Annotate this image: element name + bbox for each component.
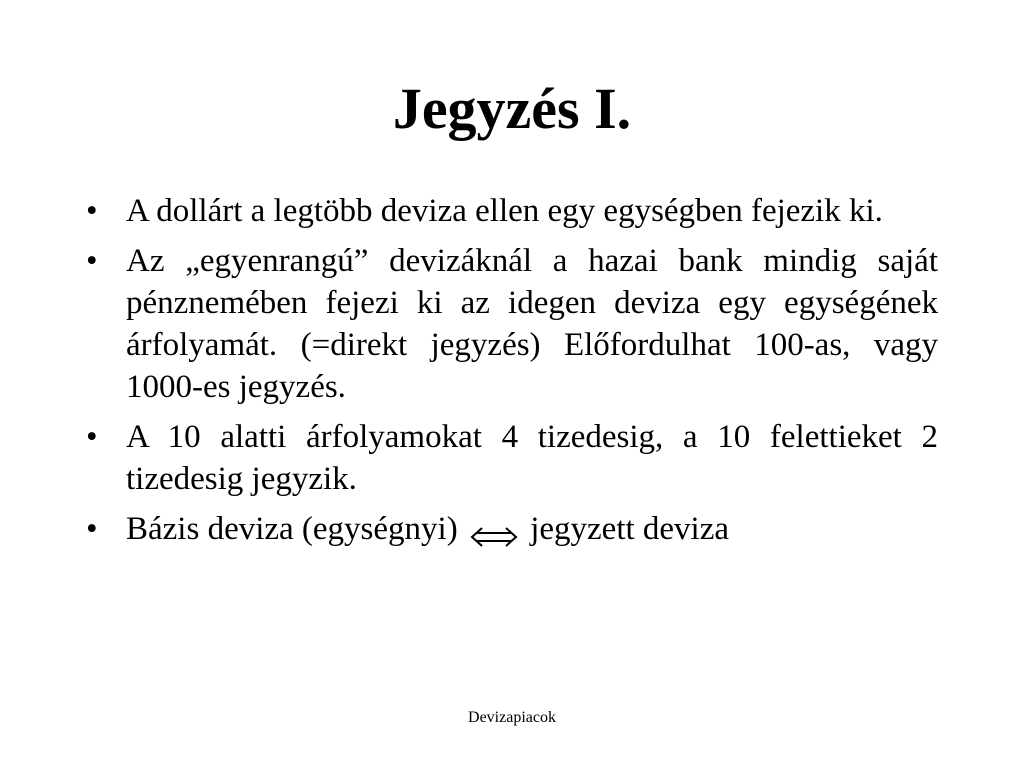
bullet-dot: • (86, 511, 98, 547)
bullet-text-4-after: jegyzett deviza (530, 511, 730, 547)
bullet-text-4-before: Bázis deviza (egységnyi) (126, 511, 458, 547)
bullet-dot: • (86, 243, 98, 279)
bullet-item-4 (86, 508, 938, 550)
bullet-dot: • (86, 193, 98, 229)
double-arrow-icon (470, 517, 518, 539)
bullet-text-3: A 10 alatti árfolyamokat 4 tizedesig, a 10 felettieket 2 tizedesig jegyzik. (126, 419, 938, 497)
bullet-item-1 (86, 190, 938, 232)
slide-footer: Devizapiacok (468, 709, 556, 726)
bullet-item-2 (86, 240, 938, 408)
bullet-list (86, 190, 938, 558)
bullet-text-2: Az „egyenrangú” devizáknál a hazai bank mindig saját pénznemében fejezi ki az idegen deviza egy egységének árfolyamát. (=direkt jegyzés) Előfordulhat 100-as, vagy 1000-es jegyzés. (126, 243, 938, 405)
bullet-text-1: A dollárt a legtöbb deviza ellen egy egységben fejezik ki. (126, 193, 883, 229)
slide-title: Jegyzés I. (392, 76, 632, 141)
bullet-item-3 (86, 416, 938, 500)
bullet-dot: • (86, 419, 98, 455)
